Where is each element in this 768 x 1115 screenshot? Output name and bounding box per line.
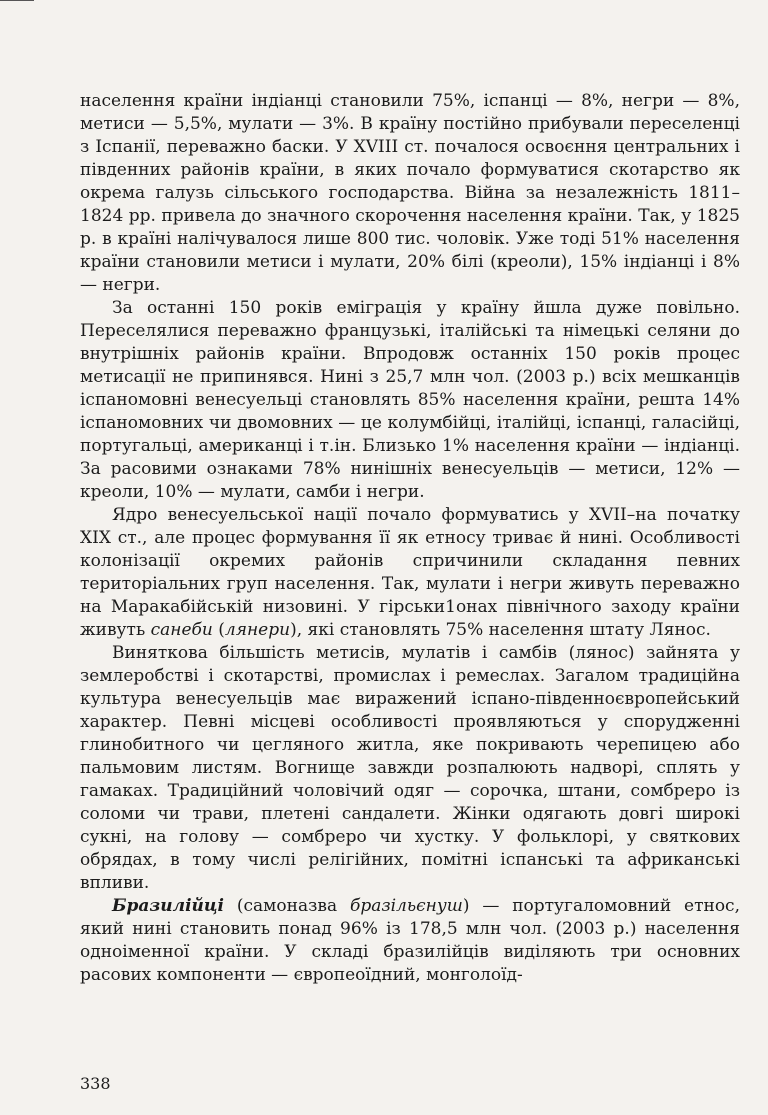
paragraph-3-text-before: Ядро венесуельської нації почало формуватись у XVII–на початку XIX ст., але процес формування її як етносу триває й нині. Особливості колонізації окремих районів спричинили складання певних територіальних груп населення. Так, мулати і негри живуть переважно на Маракабійській низовині. У гірськи1онах північного заходу країни живуть: [80, 505, 740, 640]
paragraph-1: населення країни індіанці становили 75%, іспанці — 8%, негри — 8%, метиси — 5,5%, мулати — 3%. В країну постійно прибували переселенці з Іспанії, переважно баски. У XVIII ст. почалося освоєння центральних і південних районів країни, в яких почало формуватися скотарство як окрема галузь сільського господарства. Війна за незалежність 1811–1824 рр. привела до значного скорочення населення країни. Так, у 1825 р. в країні налічувалося лише 800 тис. чоловік. Уже тоді 51% населення країни становили метиси і мулати, 20% білі (креоли), 15% індіанці і 8% — негри.: [80, 91, 740, 295]
corner-crop-mark: [0, 0, 34, 1]
paragraph-3-text-mid: (: [212, 620, 225, 640]
paragraph-4: Виняткова більшість метисів, мулатів і самбів (лянос) зайнята у землеробстві і скотарстві, промислах і ремеслах. Загалом традиційна культура венесуельців має виражений іспано-південноєвропейський характер. Певні місцеві особливості проявляються у спорудженні глинобитного чи цегляного житла, яке покривають черепицею або пальмовим листям. Вогнище завжди розпалюють надворі, сплять у гамаках. Традиційний чоловічий одяг — сорочка, штани, сомбреро із соломи чи трави, плетені сандалети. Жінки одягають довгі широкі сукні, на голову — сомбреро чи хустку. У фольклорі, у святкових обрядах, в тому числі релігійних, помітні іспанські та африканські впливи.: [80, 643, 740, 893]
paragraph-5-text-after: ) — португаломовний етнос, який нині становить понад 96% із 178,5 млн чол. (2003 р.) населення одноіменної країни. У складі бразилійців виділяють три основних расових компоненти — європеоїдний, монголоїд-: [80, 896, 740, 985]
paragraph-5: [80, 895, 740, 987]
paragraph-2: За останні 150 років еміграція у країну йшла дуже повільно. Переселялися переважно французькі, італійські та німецькі селяни до внутрішніх районів країни. Впродовж останніх 150 років процес метисації не припинявся. Нині з 25,7 млн чол. (2003 р.) всіх мешканців іспаномовні венесуельці становлять 85% населення країни, решта 14% іспаномовних чи двомовних — це колумбійці, італійці, іспанці, галасійці, португальці, американці і т.ін. Близько 1% населення країни — індіанці. За расовими ознаками 78% нинішніх венесуельців — метиси, 12% — креоли, 10% — мулати, самби і негри.: [80, 298, 740, 502]
paragraph-3: [80, 504, 740, 642]
page-number: 338: [80, 1074, 111, 1093]
term-sanebi: санеби: [150, 620, 213, 640]
term-lyaneri: лянери: [224, 620, 291, 640]
paragraph-5-text-mid: (самоназва: [224, 896, 350, 916]
term-brazilenush: бразільєнуш: [349, 896, 463, 916]
page-body: [80, 90, 740, 987]
term-brazilians: Бразилійці: [112, 896, 225, 916]
paragraph-3-text-after: ), які становлять 75% населення штату Лянос.: [290, 620, 711, 640]
